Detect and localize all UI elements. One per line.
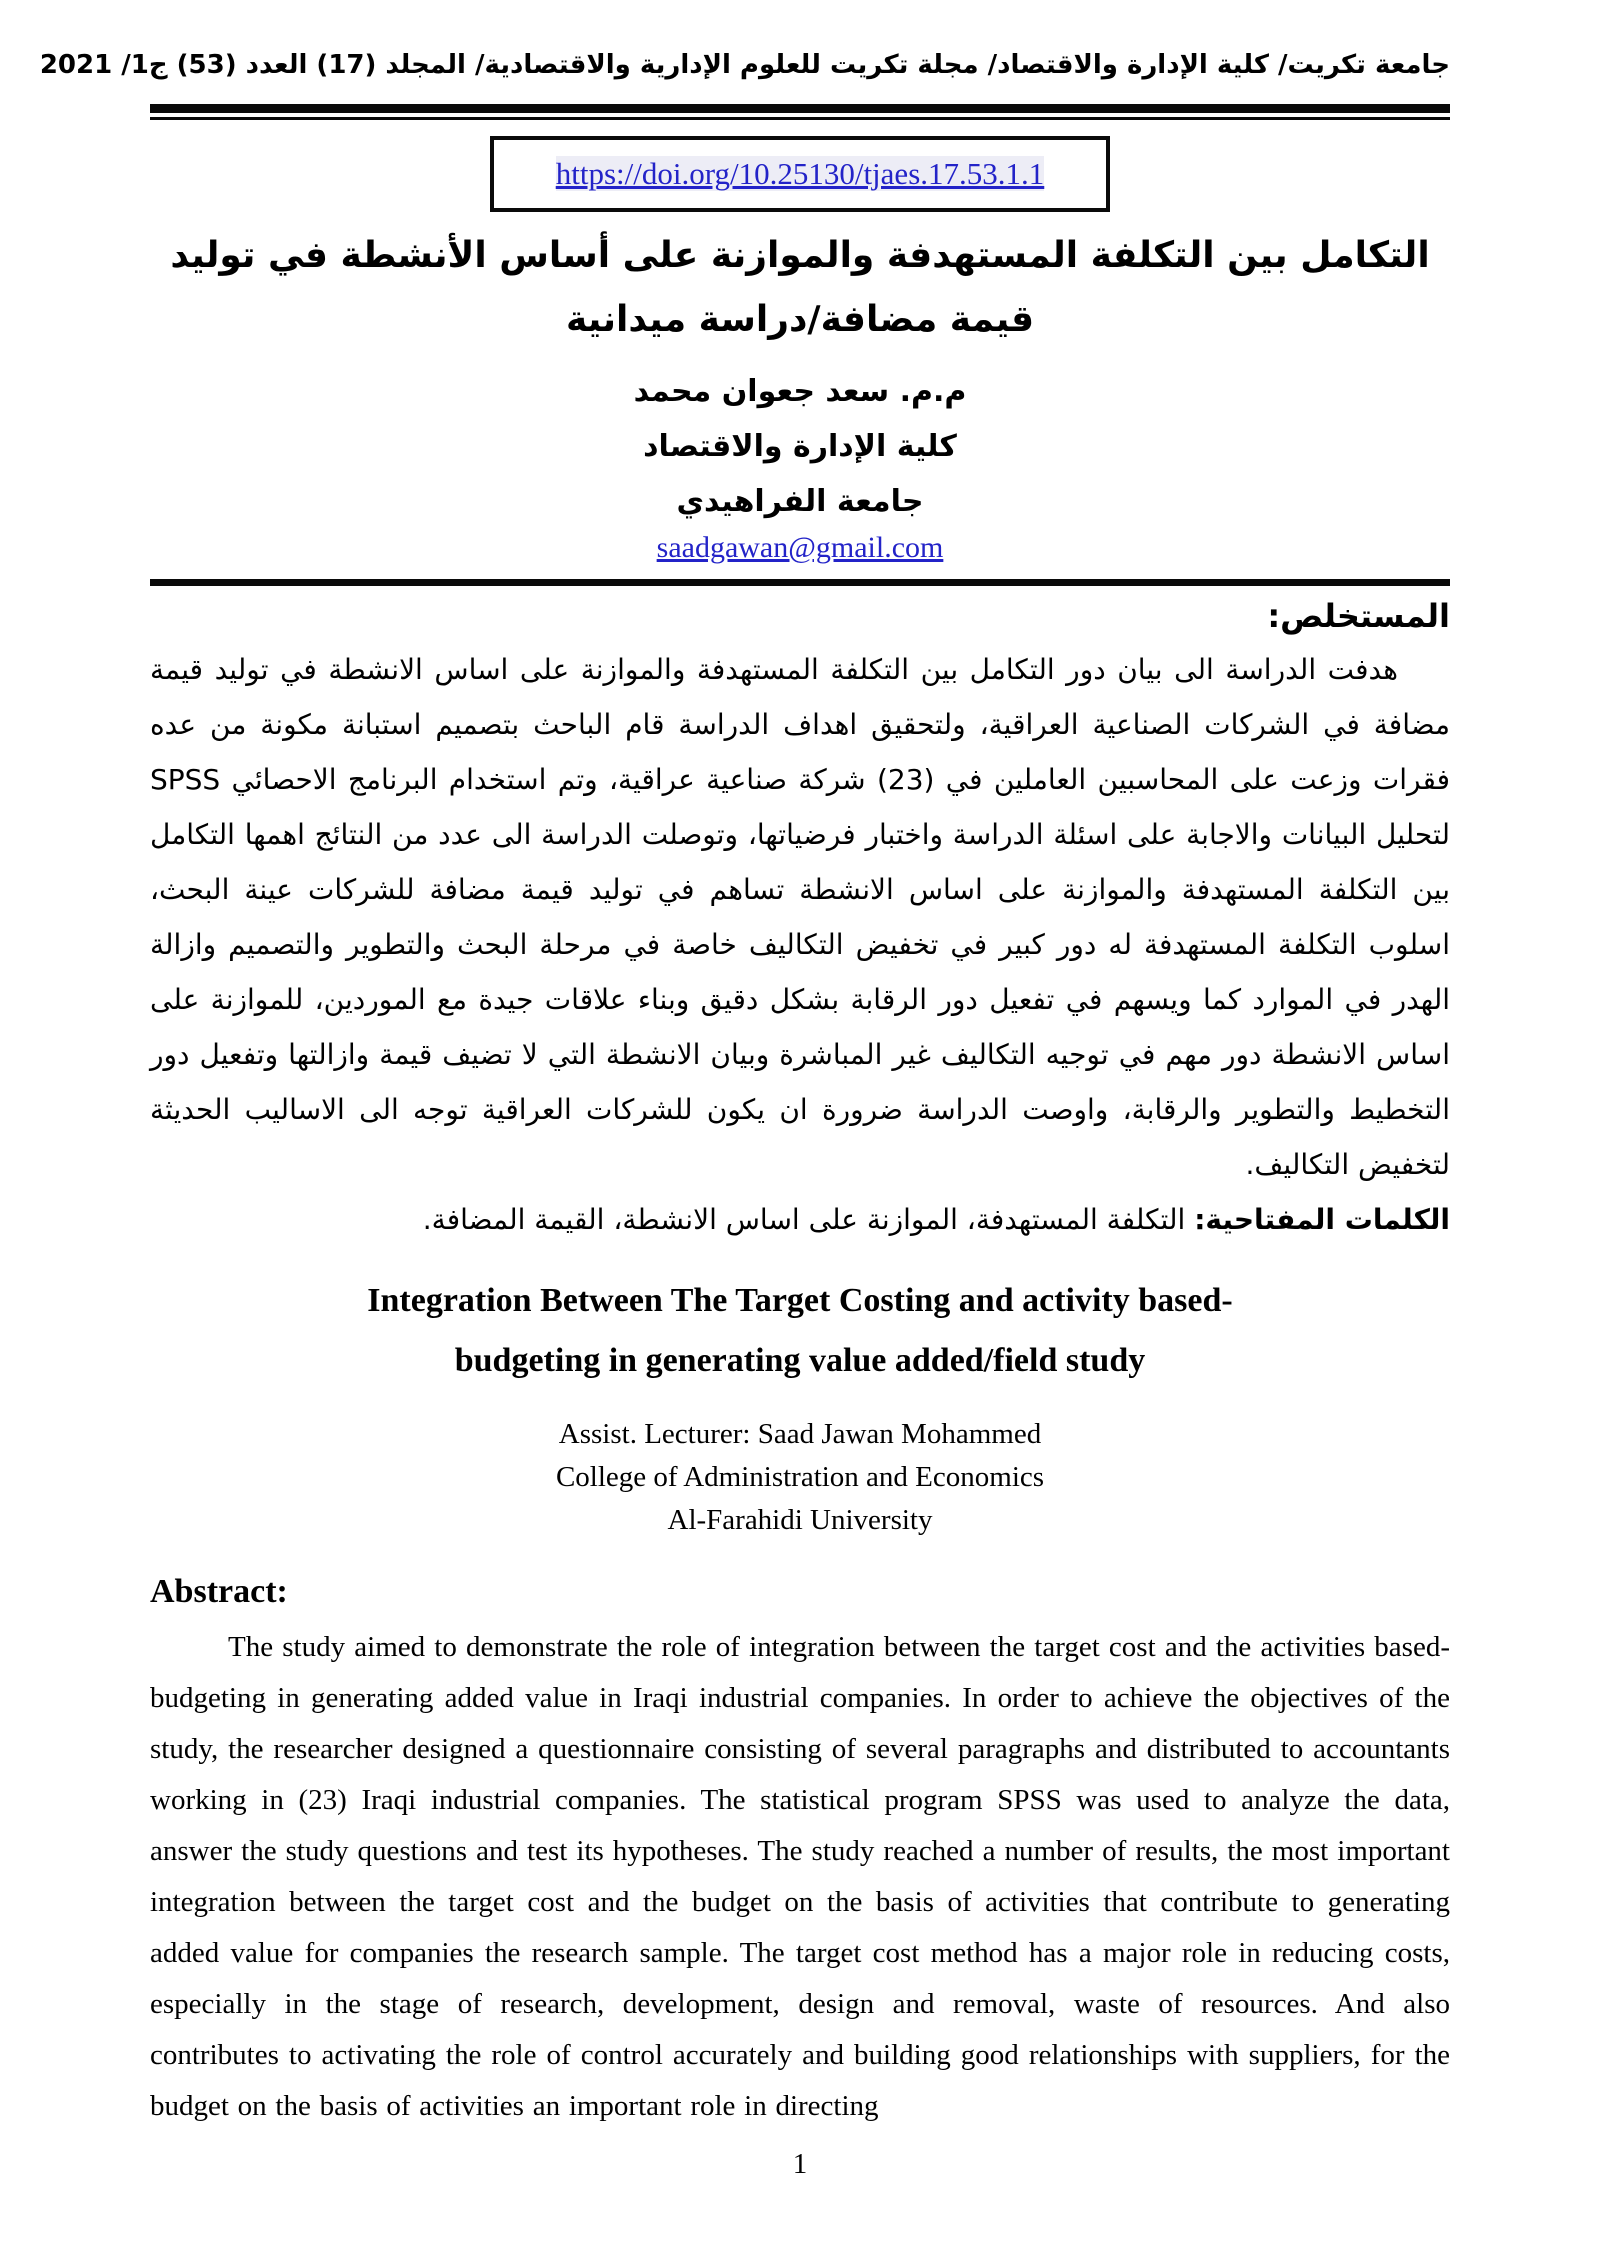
author-university-english: Al-Farahidi University [667,1504,933,1536]
keywords-label: الكلمات المفتاحية: [1194,1203,1450,1236]
english-title-line1: Integration Between The Target Costing and activity based- [367,1282,1233,1319]
section-divider [150,579,1450,586]
author-college-arabic: كلية الإدارة والاقتصاد [643,429,957,464]
arabic-abstract-body: هدفت الدراسة الى بيان دور التكامل بين التكلفة المستهدفة والموازنة على اساس الانشطة في توليد قيمة مضافة في الشركات الصناعية العراقية، ولتحقيق اهداف الدراسة قام الباحث بتصميم استبانة مكونة من عده فقرات وزعت على المحاسبين العاملين في (23) شركة صناعية عراقية، وتم استخدام البرنامج الاحصائي SPSS لتحليل البيانات والاجابة على اسئلة الدراسة واختبار فرضياتها، وتوصلت الدراسة الى عدد من النتائج اهمها التكامل بين التكلفة المستهدفة والموازنة على اساس الانشطة تساهم في توليد قيمة مضافة للشركات عينة البحث، اسلوب التكلفة المستهدفة له دور كبير في تخفيض التكاليف خاصة في مرحلة البحث والتطوير والتصميم وازالة الهدر في الموارد كما ويسهم في تفعيل دور الرقابة بشكل دقيق وبناء علاقات جيدة مع الموردين، للموازنة على اساس الانشطة دور مهم في توجيه التكاليف غير المباشرة وبيان الانشطة التي لا تضيف قيمة وازالتها وتفعيل دور التخطيط والتطوير والرقابة، واوصت الدراسة ضرورة ان يكون للشركات العراقية توجه الى الاساليب الحديثة لتخفيض التكاليف. [150,653,1450,1181]
author-university-arabic: جامعة الفراهيدي [676,484,924,519]
header-divider [150,104,1450,120]
arabic-author-block [150,364,1450,529]
page-number: 1 [792,2148,808,2180]
arabic-abstract-heading: المستخلص: [1267,597,1450,635]
arabic-title-line2: قيمة مضافة/دراسة ميدانية [565,299,1035,340]
author-email-line [150,531,1450,565]
author-name-english: Assist. Lecturer: Saad Jawan Mohammed [558,1418,1042,1450]
author-name-arabic: م.م. سعد جعوان محمد [633,374,967,409]
arabic-title [150,224,1450,352]
english-abstract-heading: Abstract: [150,1573,288,1610]
english-abstract-body: The study aimed to demonstrate the role of integration between the target cost and the activities based- budgeting in generating added value in Iraqi industrial companies. In order to achieve the objectives of the study, the researcher designed a questionnaire consisting of several paragraphs and distributed to accountants working in (23) Iraqi industrial companies. The statistical program SPSS was used to analyze the data, answer the study questions and test its hypotheses. The study reached a number of results, the most important integration between the target cost and the budget on the basis of activities that contribute to generating added value for companies the research sample. The target cost method has a major role in reducing costs, especially in the stage of research, development, design and removal, waste of resources. And also contributes to activating the role of control accurately and building good relationships with suppliers, for the budget on the basis of activities an important role in directing [150,1631,1450,2122]
arabic-title-line1: التكامل بين التكلفة المستهدفة والموازنة على أساس الأنشطة في توليد [170,235,1430,276]
english-title [150,1271,1450,1391]
english-author-block [150,1413,1450,1542]
author-email-link[interactable]: saadgawan@gmail.com [656,531,944,564]
keywords-text: التكلفة المستهدفة، الموازنة على اساس الانشطة، القيمة المضافة. [422,1203,1186,1236]
doi-box [490,136,1110,212]
journal-header-line: جامعة تكريت/ كلية الإدارة والاقتصاد/ مجلة تكريت للعلوم الإدارية والاقتصادية/ المجلد (17) العدد (53) ج1/ 2021 [39,50,1450,80]
arabic-abstract-section [150,594,1450,1247]
doi-link[interactable]: https://doi.org/10.25130/tjaes.17.53.1.1 [555,156,1045,191]
author-college-english: College of Administration and Economics [555,1461,1045,1493]
english-title-line2: budgeting in generating value added/field study [454,1342,1146,1379]
english-abstract-section [150,1570,1450,2132]
arabic-keywords-line [150,1192,1450,1247]
